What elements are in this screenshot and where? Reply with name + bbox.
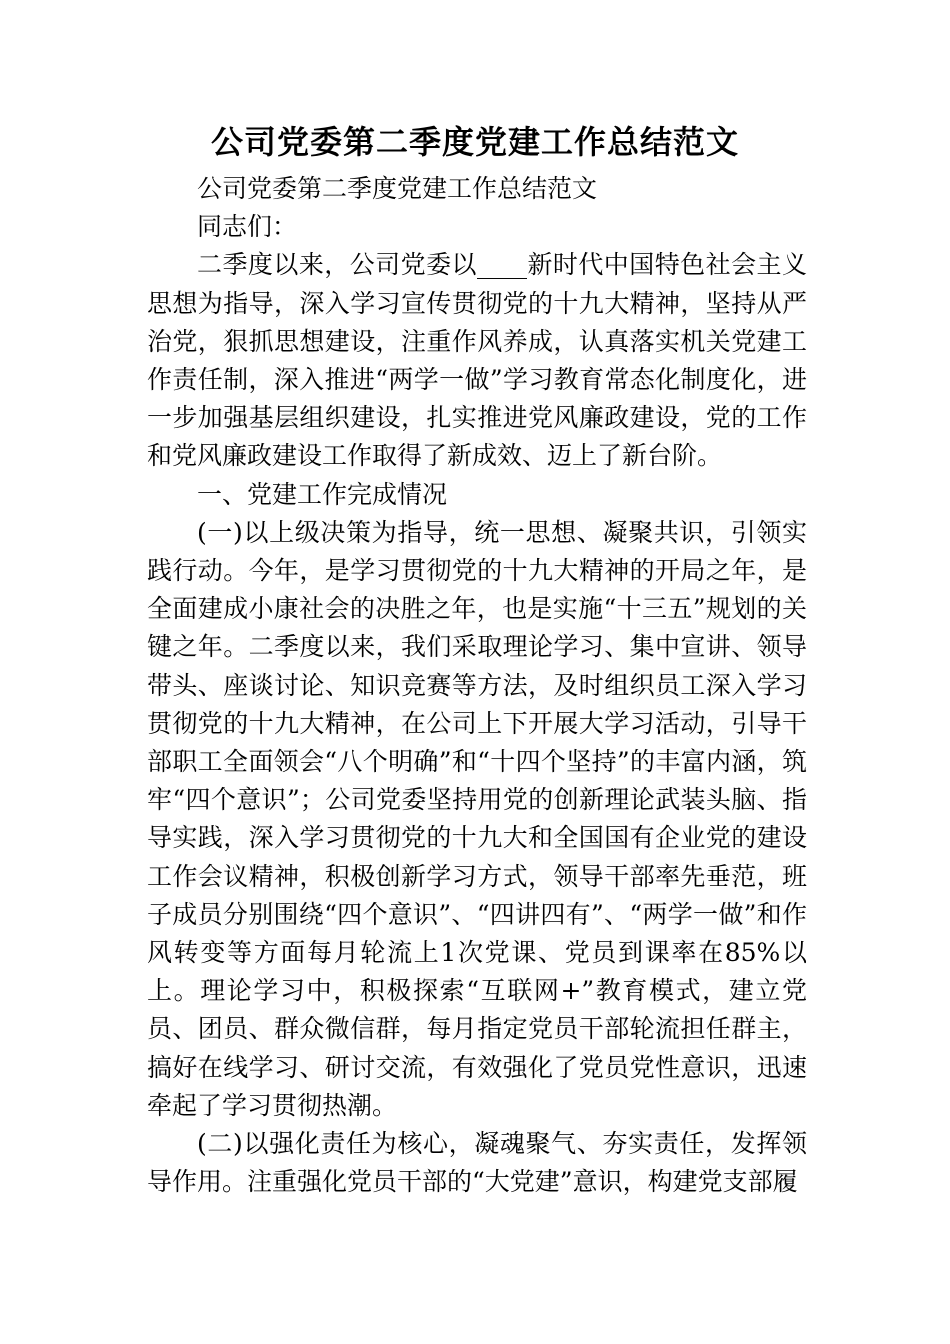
document-title: 公司党委第二季度党建工作总结范文 xyxy=(210,123,739,161)
section-heading: 一、党建工作完成情况 xyxy=(197,479,448,509)
salutation-paragraph: 同志们： xyxy=(197,212,298,242)
subtitle-paragraph: 公司党委第二季度党建工作总结范文 xyxy=(197,174,598,203)
document-body xyxy=(147,170,807,1201)
body-paragraph-1: (一)以上级决策为指导，统一思想、凝聚共识，引领实践行动。今年，是学习贯彻党的十九大精神的开局之年，是全面建成小康社会的决胜之年，也是实施“十三五”规划的关键之年。二季度以来，我们采取理论学习、集中宣讲、领导带头、座谈讨论、知识竞赛等方法，及时组织员工深入学习贯彻党的十九大精神，在公司上下开展大学习活动，引导干部职工全面领会“八个明确”和“十四个坚持”的丰富内涵，筑牢“四个意识”；公司党委坚持用党的创新理论武装头脑、指导实践，深入学习贯彻党的十九大和全国国有企业党的建设工作会议精神，积极创新学习方式，领导干部率先垂范，班子成员分别围绕“四个意识”、“四讲四有”、“两学一做”和作风转变等方面每月轮流上1次党课、党员到课率在85%以上。理论学习中，积极探索“互联网+”教育模式，建立党员、团员、群众微信群，每月指定党员干部轮流担任群主，搞好在线学习、研讨交流，有效强化了党员党性意识，迅速牵起了学习贯彻热潮。 xyxy=(147,517,807,1120)
body-paragraph-2: (二)以强化责任为核心，凝魂聚气、夯实责任，发挥领导作用。注重强化党员干部的“大党建”意识，构建党支部履 xyxy=(147,1129,807,1197)
intro-paragraph: 二季度以来，公司党委以____新时代中国特色社会主义思想为指导，深入学习宣传贯彻党的十九大精神，坚持从严治党，狠抓思想建设，注重作风养成，认真落实机关党建工作责任制，深入推进“两学一做”学习教育常态化制度化，进一步加强基层组织建设，扎实推进党风廉政建设，党的工作和党风廉政建设工作取得了新成效、迈上了新台阶。 xyxy=(147,250,807,471)
